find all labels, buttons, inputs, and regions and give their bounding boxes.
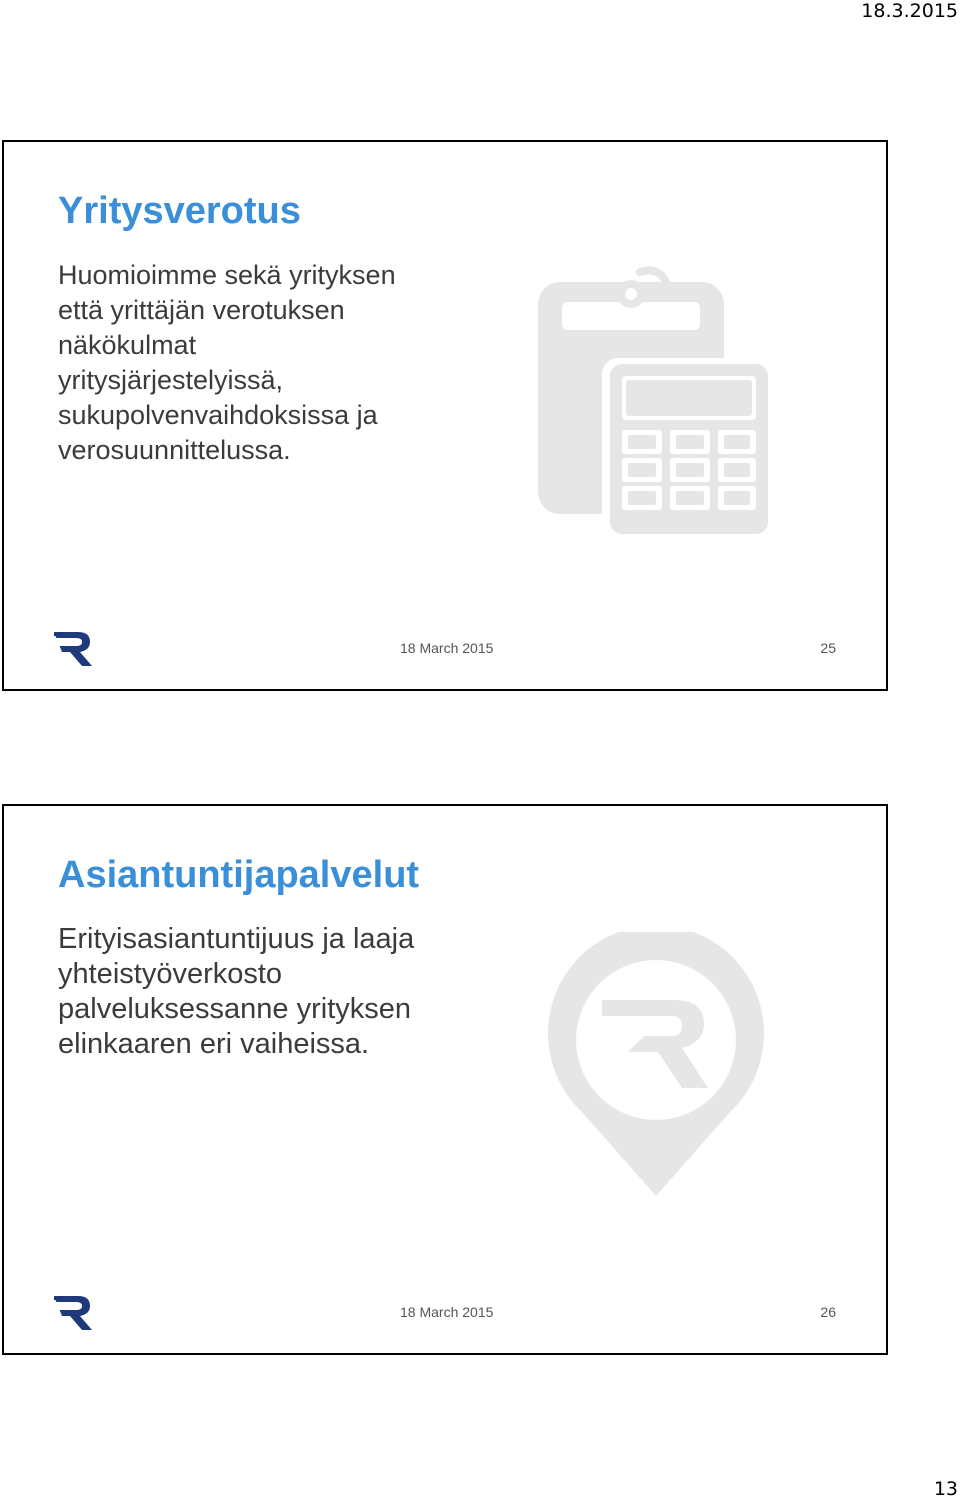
page-number: 13 <box>933 1478 958 1500</box>
body-line: sukupolvenvaihdoksissa ja <box>58 400 378 430</box>
body-line: verosuunnittelussa. <box>58 435 291 465</box>
slide-yritysverotus <box>2 140 888 691</box>
body-line: yritysjärjestelyissä, <box>58 365 284 395</box>
calculator-icon <box>534 264 774 549</box>
location-pin-icon <box>544 932 774 1207</box>
body-line: yhteistyöverkosto <box>58 958 283 990</box>
company-logo <box>52 1292 94 1337</box>
slide-body <box>58 258 478 468</box>
slide-title: Asiantuntijapalvelut <box>58 854 420 896</box>
slide-footer-date: 18 March 2015 <box>400 640 494 656</box>
body-line: Erityisasiantuntijuus ja laaja <box>58 923 415 955</box>
slide-asiantuntijapalvelut <box>2 804 888 1355</box>
body-line: Huomioimme sekä yrityksen <box>58 260 396 290</box>
company-logo <box>52 628 94 673</box>
body-line: että yrittäjän verotuksen <box>58 295 345 325</box>
body-line: elinkaaren eri vaiheissa. <box>58 1028 370 1060</box>
slide-number: 25 <box>820 640 836 656</box>
slide-body <box>58 922 528 1062</box>
slide-footer-date: 18 March 2015 <box>400 1304 494 1320</box>
slide-title: Yritysverotus <box>58 190 301 232</box>
page-header-date: 18.3.2015 <box>861 0 958 22</box>
body-line: näkökulmat <box>58 330 197 360</box>
slide-number: 26 <box>820 1304 836 1320</box>
body-line: palveluksessanne yrityksen <box>58 993 412 1025</box>
